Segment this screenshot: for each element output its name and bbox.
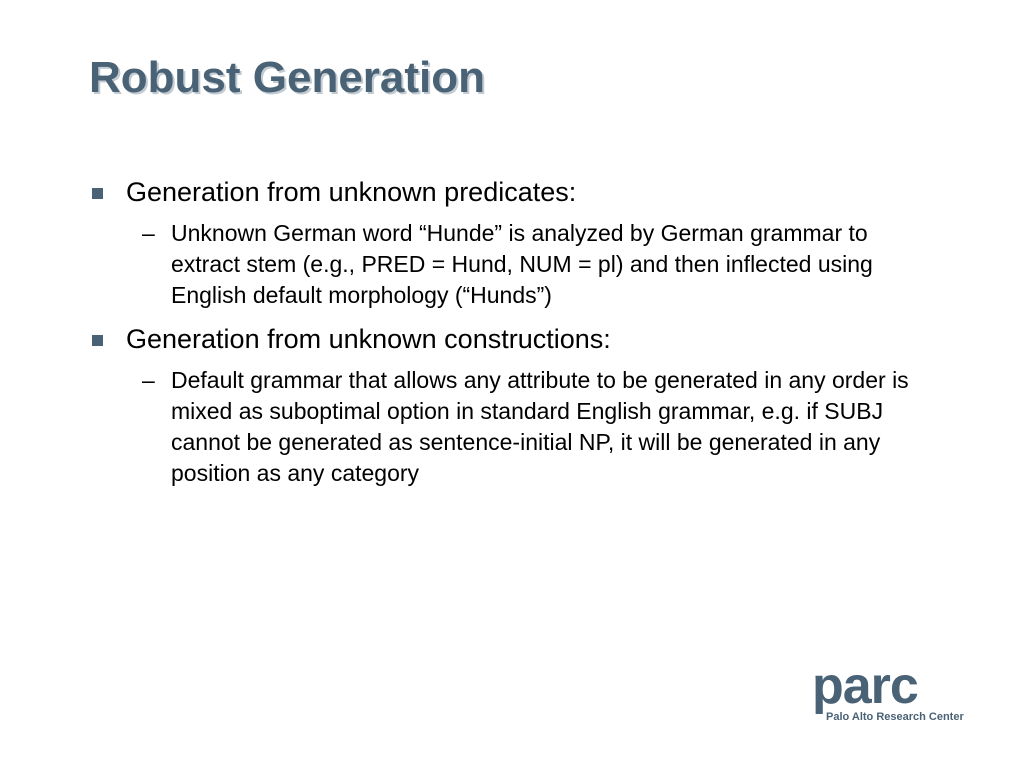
logo-wordmark: parc (812, 657, 918, 715)
bullet-item (89, 176, 969, 208)
bullet-list (89, 176, 969, 489)
bullet-text: Generation from unknown constructions: (126, 324, 611, 354)
sub-bullet-text: Unknown German word “Hunde” is analyzed by German grammar to extract stem (e.g., PRED = Hund, NUM = pl) and then inflected using English default morphology (“Hunds”) (171, 220, 873, 308)
sub-bullet-item (89, 218, 941, 311)
sub-bullet-text: Default grammar that allows any attribute to be generated in any order is mixed as suboptimal option in standard English grammar, e.g. if SUBJ cannot be generated as sentence-initial NP, it will be generated in any position as any category (171, 367, 909, 486)
dash-bullet-icon: – (142, 367, 155, 393)
bullet-item (89, 323, 969, 355)
bullet-text: Generation from unknown predicates: (126, 177, 577, 207)
slide-title: Robust Generation (89, 53, 486, 102)
sub-bullet-item (89, 365, 941, 489)
square-bullet-icon (92, 335, 103, 346)
parc-logo (812, 657, 972, 728)
logo-subtitle: Palo Alto Research Center (826, 711, 964, 723)
dash-bullet-icon: – (142, 220, 155, 246)
square-bullet-icon (92, 188, 103, 199)
